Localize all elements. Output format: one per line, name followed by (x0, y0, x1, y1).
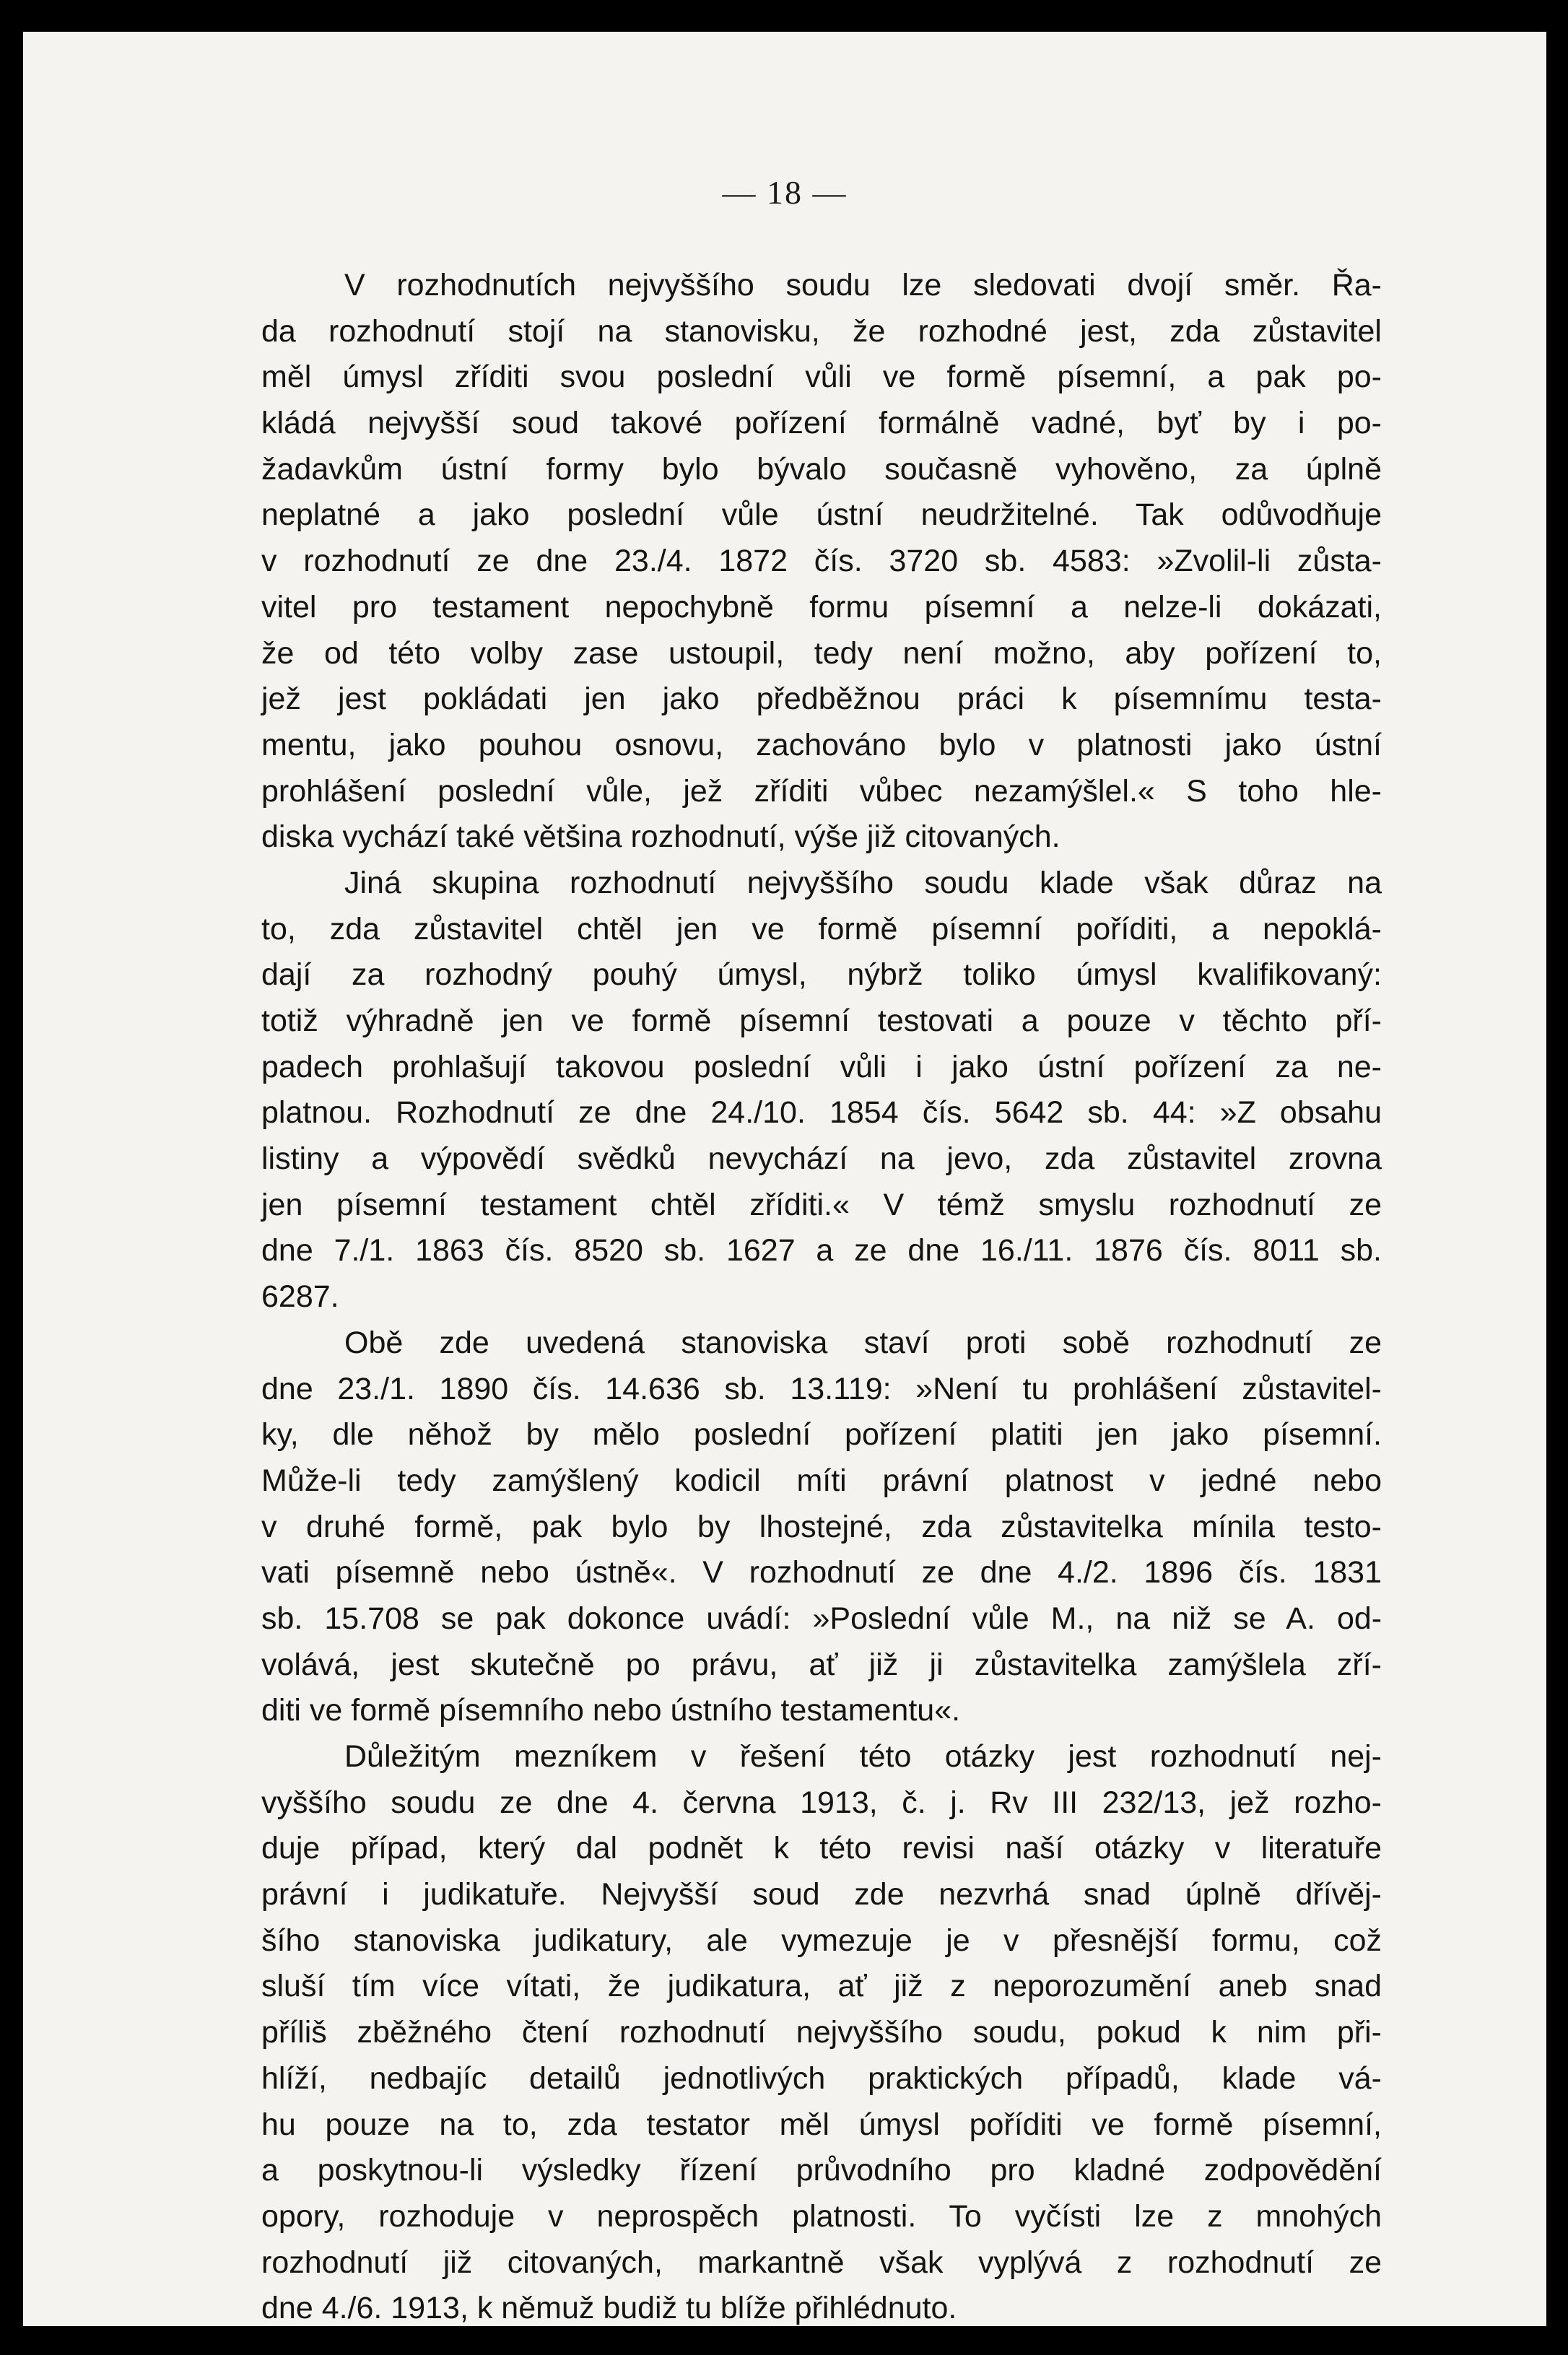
text-line: opory, rozhoduje v neprospěch platnosti. To vyčísti lze z mnohých (261, 2198, 1382, 2234)
text-line: Může-li tedy zamýšlený kodicil míti právní platnost v jedné nebo (261, 1463, 1382, 1498)
text-line: právní i judikatuře. Nejvyšší soud zde nezvrhá snad úplně dřívěj- (261, 1877, 1382, 1912)
text-line: dne 7./1. 1863 čís. 8520 sb. 1627 a ze dne 16./11. 1876 čís. 8011 sb. (261, 1233, 1382, 1268)
text-line: rozhodnutí již citovaných, markantně však vyplývá z rozhodnutí ze (261, 2245, 1382, 2280)
text-line: platnou. Rozhodnutí ze dne 24./10. 1854 čís. 5642 sb. 44: »Z obsahu (261, 1095, 1382, 1131)
page-number: — 18 — (722, 174, 848, 211)
text-line: vitel pro testament nepochybně formu písemní a nelze-li dokázati, (261, 589, 1382, 624)
book-page (23, 32, 1546, 2326)
text-line: ky, dle něhož by mělo poslední pořízení platiti jen jako písemní. (261, 1417, 1382, 1453)
text-line: jež jest pokládati jen jako předběžnou práci k písemnímu testa- (261, 682, 1382, 717)
body-text (261, 263, 1382, 2332)
text-line: diska vychází také většina rozhodnutí, výše již citovaných. (261, 819, 1060, 855)
text-line: kládá nejvyšší soud takové pořízení formálně vadné, byť by i po- (261, 406, 1382, 441)
text-line: v druhé formě, pak bylo by lhostejné, zda zůstavitelka mínila testo- (261, 1509, 1382, 1544)
text-line: mentu, jako pouhou osnovu, zachováno bylo v platnosti jako ústní (261, 727, 1382, 762)
text-line: dne 23./1. 1890 čís. 14.636 sb. 13.119: »Není tu prohlášení zůstavitel- (261, 1371, 1382, 1406)
text-line: dají za rozhodný pouhý úmysl, nýbrž toliko úmysl kvalifikovaný: (261, 957, 1382, 993)
text-line: že od této volby zase ustoupil, tedy není možno, aby pořízení to, (261, 635, 1382, 671)
text-line: volává, jest skutečně po právu, ať již ji zůstavitelka zamýšlela zří- (261, 1647, 1382, 1682)
text-line: vyššího soudu ze dne 4. června 1913, č. j. Rv III 232/13, jež rozho- (261, 1785, 1382, 1820)
text-line: neplatné a jako poslední vůle ústní neudržitelné. Tak odůvodňuje (261, 497, 1382, 533)
text-line: žadavkům ústní formy bylo bývalo současně vyhověno, za úplně (261, 451, 1382, 487)
text-line: totiž výhradně jen ve formě písemní testovati a pouze v těchto pří- (261, 1004, 1382, 1038)
text-line: hlíží, nedbajíc detailů jednotlivých praktických případů, klade vá- (261, 2060, 1382, 2096)
paragraph (261, 1320, 1382, 1734)
text-line: vati písemně nebo ústně«. V rozhodnutí ze dne 4./2. 1896 čís. 1831 (261, 1555, 1382, 1590)
paragraph (261, 861, 1382, 1320)
text-line: sluší tím více vítati, že judikatura, ať již z neporozumění aneb snad (261, 1969, 1382, 2004)
text-line: Důležitým mezníkem v řešení této otázky jest rozhodnutí nej- (344, 1739, 1382, 1774)
paragraph (261, 263, 1382, 861)
text-line: listiny a výpovědí svědků nevychází na jevo, zda zůstavitel zrovna (261, 1141, 1382, 1177)
text-line: Obě zde uvedená stanoviska staví proti sobě rozhodnutí ze (344, 1325, 1382, 1360)
text-line: V rozhodnutích nejvyššího soudu lze sledovati dvojí směr. Řa- (344, 268, 1382, 302)
text-line: prohlášení poslední vůle, jež zříditi vůbec nezamýšlel.« S toho hle- (261, 773, 1382, 809)
text-line: Jiná skupina rozhodnutí nejvyššího soudu klade však důraz na (344, 865, 1382, 900)
text-line: duje případ, který dal podnět k této revisi naší otázky v literatuře (261, 1831, 1382, 1866)
text-line: padech prohlašují takovou poslední vůli i jako ústní pořízení za ne- (261, 1049, 1382, 1084)
text-line: měl úmysl zříditi svou poslední vůli ve formě písemní, a pak po- (261, 360, 1382, 395)
text-line: sb. 15.708 se pak dokonce uvádí: »Poslední vůle M., na niž se A. od- (261, 1601, 1382, 1636)
text-line: v rozhodnutí ze dne 23./4. 1872 čís. 3720 sb. 4583: »Zvolil-li zůsta- (261, 544, 1382, 579)
paragraph (261, 1734, 1382, 2332)
text-line: da rozhodnutí stojí na stanovisku, že rozhodné jest, zda zůstavitel (261, 313, 1382, 349)
text-line: jen písemní testament chtěl zříditi.« V témž smyslu rozhodnutí ze (261, 1187, 1382, 1222)
text-line: diti ve formě písemního nebo ústního testamentu«. (261, 1693, 961, 1728)
text-line: a poskytnou-li výsledky řízení průvodního pro kladné zodpovědění (261, 2153, 1382, 2188)
text-line: hu pouze na to, zda testator měl úmysl poříditi ve formě písemní, (261, 2107, 1382, 2142)
text-line: šího stanoviska judikatury, ale vymezuje je v přesnější formu, což (261, 1923, 1382, 1958)
text-line: to, zda zůstavitel chtěl jen ve formě písemní poříditi, a nepoklá- (261, 911, 1382, 946)
text-line: dne 4./6. 1913, k němuž budiž tu blíže přihlédnuto. (261, 2291, 957, 2326)
text-line: příliš zběžného čtení rozhodnutí nejvyššího soudu, pokud k nim při- (261, 2015, 1382, 2050)
text-line: 6287. (261, 1279, 339, 1315)
